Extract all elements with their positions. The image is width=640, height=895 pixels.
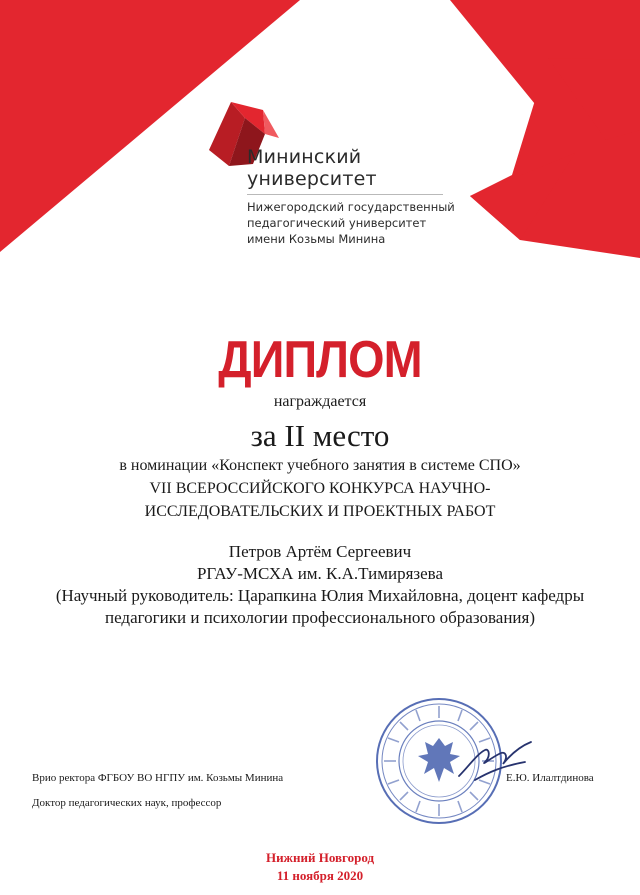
university-full-line2: педагогический университет xyxy=(247,216,427,230)
footer-date: 11 ноября 2020 xyxy=(276,868,364,883)
university-short-name xyxy=(247,146,377,190)
university-name-line2: университет xyxy=(247,168,377,190)
winner-block xyxy=(0,541,640,629)
university-full-name xyxy=(247,199,455,247)
contest-line1: VII ВСЕРОССИЙСКОГО КОНКУРСА НАУЧНО- xyxy=(149,480,491,497)
footer-city: Нижний Новгород xyxy=(265,850,375,865)
university-full-line1: Нижегородский государственный xyxy=(247,200,455,214)
contest-name xyxy=(0,477,640,523)
rector-degree: Доктор педагогических наук, профессор xyxy=(32,797,222,809)
winner-name: Петров Артём Сергеевич xyxy=(228,542,412,561)
university-name-line1: Мининский xyxy=(247,146,362,168)
rector-position: Врио ректора ФГБОУ ВО НГПУ им. Козьмы Минина xyxy=(32,772,284,784)
nomination-text: в номинации «Конспект учебного занятия в системе СПО» xyxy=(119,457,521,474)
university-full-line3: имени Козьмы Минина xyxy=(247,232,386,246)
supervisor-line1: (Научный руководитель: Царапкина Юлия Михайловна, доцент кафедры xyxy=(55,586,585,605)
supervisor-line2: педагогики и психологии профессионального образования) xyxy=(105,608,535,627)
awarded-text: награждается xyxy=(273,393,367,410)
divider xyxy=(247,194,443,195)
contest-line2: ИССЛЕДОВАТЕЛЬСКИХ И ПРОЕКТНЫХ РАБОТ xyxy=(144,503,496,520)
diploma-title: ДИПЛОМ xyxy=(218,331,422,389)
place-text: за II место xyxy=(250,418,390,453)
winner-organization: РГАУ-МСХА им. К.А.Тимирязева xyxy=(196,564,444,583)
signer-name: Е.Ю. Илалтдинова xyxy=(506,772,594,784)
